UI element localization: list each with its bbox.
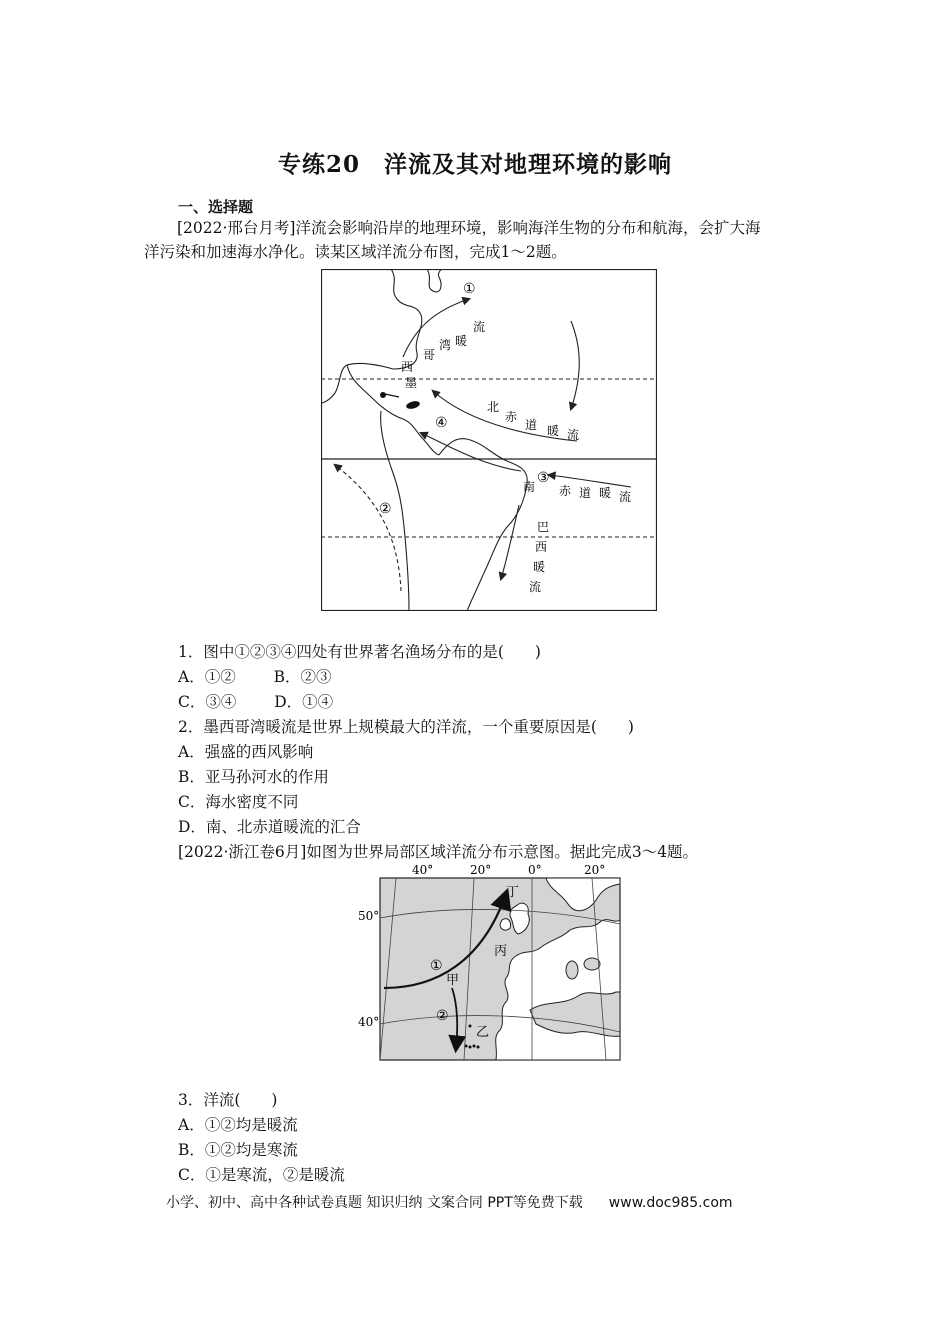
map1-label-3: ③: [537, 470, 550, 486]
svg-text:道: 道: [525, 418, 538, 432]
svg-text:湾: 湾: [439, 338, 452, 352]
inland-sea: [566, 961, 578, 979]
canary-island: [469, 1046, 472, 1049]
map-frame: [322, 270, 657, 611]
question-1-stem: 1．图中①②③④四处有世界著名渔场分布的是( ): [178, 643, 541, 661]
question-1-option-a[interactable]: A．①②: [178, 668, 236, 686]
page-footer: [166, 1192, 733, 1212]
map2-tick-40n: 40°: [358, 1015, 380, 1029]
map2-label-yi: 乙: [476, 1025, 490, 1040]
map1-label-4: ④: [435, 415, 448, 431]
question-intro-2: [2022·浙江卷6月]如图为世界局部区域洋流分布示意图。据此完成3～4题。: [178, 843, 699, 861]
svg-text:巴: 巴: [537, 520, 550, 534]
page-title: 专练20 洋流及其对地理环境的影响: [277, 151, 672, 178]
canary-island: [477, 1046, 480, 1049]
question-intro-1: [144, 216, 844, 264]
svg-text:暖: 暖: [599, 486, 612, 500]
intro-line-2: 洋污染和加速海水净化。读某区域洋流分布图，完成1～2题。: [144, 243, 567, 261]
inland-sea: [584, 958, 600, 970]
ocean-current-map-europe: [356, 860, 622, 1064]
footer-text: 小学、初中、高中各种试卷真题 知识归纳 文案合同 PPT等免费下载: [166, 1195, 583, 1211]
section-heading: 一、选择题: [178, 198, 254, 216]
svg-text:西: 西: [535, 540, 548, 554]
canary-island: [465, 1045, 468, 1048]
azores-island: [469, 1025, 472, 1028]
svg-text:西: 西: [401, 360, 414, 374]
map2-label-2: ②: [436, 1008, 449, 1024]
intro-line-1: [2022·邢台月考]洋流会影响沿岸的地理环境，影响海洋生物的分布和航海，会扩大海: [177, 219, 761, 237]
map2-label-jia: 甲: [446, 973, 460, 988]
svg-text:北: 北: [487, 400, 500, 414]
svg-text:道: 道: [579, 486, 592, 500]
question-1-option-b[interactable]: B．②③: [273, 668, 332, 686]
question-2-option-a[interactable]: A．强盛的西风影响: [178, 743, 314, 761]
question-1-option-d[interactable]: D．①④: [274, 693, 334, 711]
svg-text:暖: 暖: [547, 424, 560, 438]
svg-text:流: 流: [529, 580, 542, 594]
question-3-option-a[interactable]: A．①②均是暖流: [178, 1116, 298, 1134]
canary-island: [473, 1045, 476, 1048]
ocean-current-map-americas: [321, 269, 657, 611]
map1-label-1: ①: [463, 281, 476, 297]
svg-text:南: 南: [523, 480, 536, 494]
question-1-option-c[interactable]: C．③④: [178, 693, 237, 711]
map2-label-ding: 丁: [506, 885, 520, 900]
svg-text:暖: 暖: [533, 560, 546, 574]
map1-label-2: ②: [379, 501, 392, 517]
svg-text:流: 流: [473, 320, 486, 334]
svg-text:赤: 赤: [505, 410, 518, 424]
question-3-option-c[interactable]: C．①是寒流，②是暖流: [178, 1166, 345, 1184]
question-1-options-ab: [178, 665, 331, 687]
question-2-option-d[interactable]: D．南、北赤道暖流的汇合: [178, 818, 361, 836]
question-1-options-cd: [178, 690, 333, 712]
question-2-option-b[interactable]: B．亚马孙河水的作用: [178, 768, 329, 786]
ireland-island: [500, 919, 511, 930]
svg-text:哥: 哥: [423, 348, 436, 362]
map2-label-bing: 丙: [494, 944, 508, 959]
question-2-stem: 2．墨西哥湾暖流是世界上规模最大的洋流，一个重要原因是( ): [178, 718, 634, 736]
question-3-stem: 3．洋流( ): [178, 1091, 278, 1109]
caribbean-island: [380, 392, 386, 398]
map2-tick-40w: 40°: [412, 863, 434, 877]
question-3-option-b[interactable]: B．①②均是寒流: [178, 1141, 298, 1159]
svg-text:暖: 暖: [455, 334, 468, 348]
map2-tick-0: 0°: [528, 863, 542, 877]
map2-tick-50n: 50°: [358, 909, 380, 923]
map2-tick-20w: 20°: [470, 863, 492, 877]
map2-tick-20e: 20°: [584, 863, 606, 877]
svg-text:流: 流: [619, 490, 632, 504]
footer-url[interactable]: www.doc985.com: [608, 1195, 733, 1211]
question-2-option-c[interactable]: C．海水密度不同: [178, 793, 299, 811]
map2-label-1: ①: [430, 958, 443, 974]
svg-text:赤: 赤: [559, 484, 572, 498]
svg-text:流: 流: [567, 428, 580, 442]
svg-text:墨: 墨: [405, 376, 418, 390]
